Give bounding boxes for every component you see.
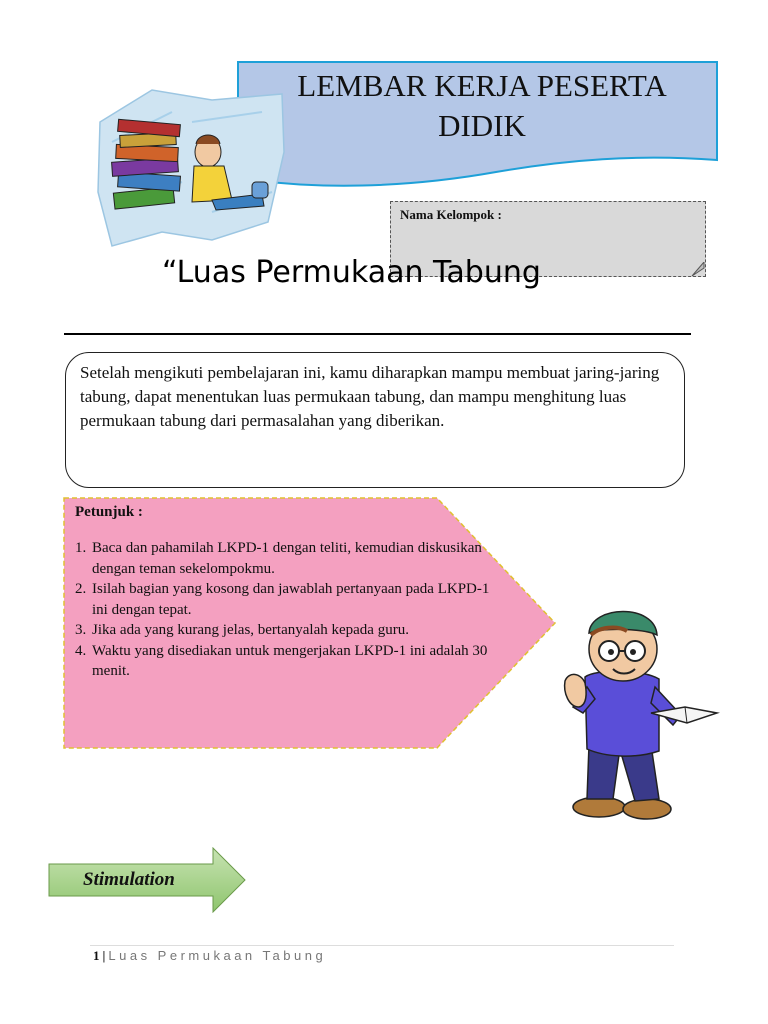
instruction-number: 1. bbox=[75, 540, 87, 556]
instruction-text: Isilah bagian yang kosong dan jawablah pertanyaan pada LKPD-1 ini dengan tepat. bbox=[92, 581, 490, 618]
instruction-text: Baca dan pahamilah LKPD-1 dengan teliti, kemudian diskusikan dengan teman sekelompokmu. bbox=[92, 540, 482, 577]
instructions-list bbox=[75, 538, 495, 682]
page-number: 1 bbox=[93, 948, 100, 963]
books-reader-icon bbox=[92, 82, 287, 252]
title-divider bbox=[64, 333, 691, 335]
instruction-item bbox=[75, 641, 495, 682]
footer-title: Luas Permukaan Tabung bbox=[108, 948, 327, 963]
page-footer bbox=[93, 948, 326, 964]
instruction-number: 4. bbox=[75, 642, 87, 659]
section-stimulation-label: Stimulation bbox=[83, 869, 175, 890]
footer-separator: | bbox=[102, 948, 106, 963]
banner-title: LEMBAR KERJA PESERTA DIDIK bbox=[297, 68, 667, 143]
learning-goal-text: Setelah mengikuti pembelajaran ini, kamu diharapkan mampu membuat jaring-jaring tabung, dapat menentukan luas permukaan tabung, dan mampu menghitung luas permukaan tabung dari permasalahan yang diberikan. bbox=[80, 363, 660, 430]
document-title: “Luas Permukaan Tabung bbox=[162, 255, 541, 290]
instruction-number: 3. bbox=[75, 622, 87, 638]
instruction-item bbox=[75, 579, 495, 620]
instruction-number: 2. bbox=[75, 581, 87, 597]
instruction-item bbox=[75, 538, 495, 579]
instruction-item bbox=[75, 620, 495, 641]
group-name-label: Nama Kelompok : bbox=[400, 207, 502, 222]
instruction-text: Jika ada yang kurang jelas, bertanyalah kepada guru. bbox=[92, 622, 409, 638]
page-fold-icon bbox=[690, 262, 706, 278]
footer-divider bbox=[90, 945, 674, 946]
instructions-label: Petunjuk : bbox=[75, 504, 143, 520]
instruction-text: Waktu yang disediakan untuk mengerjakan LKPD-1 ini adalah 30 menit. bbox=[92, 642, 488, 679]
kid-with-book-icon bbox=[555, 595, 725, 827]
